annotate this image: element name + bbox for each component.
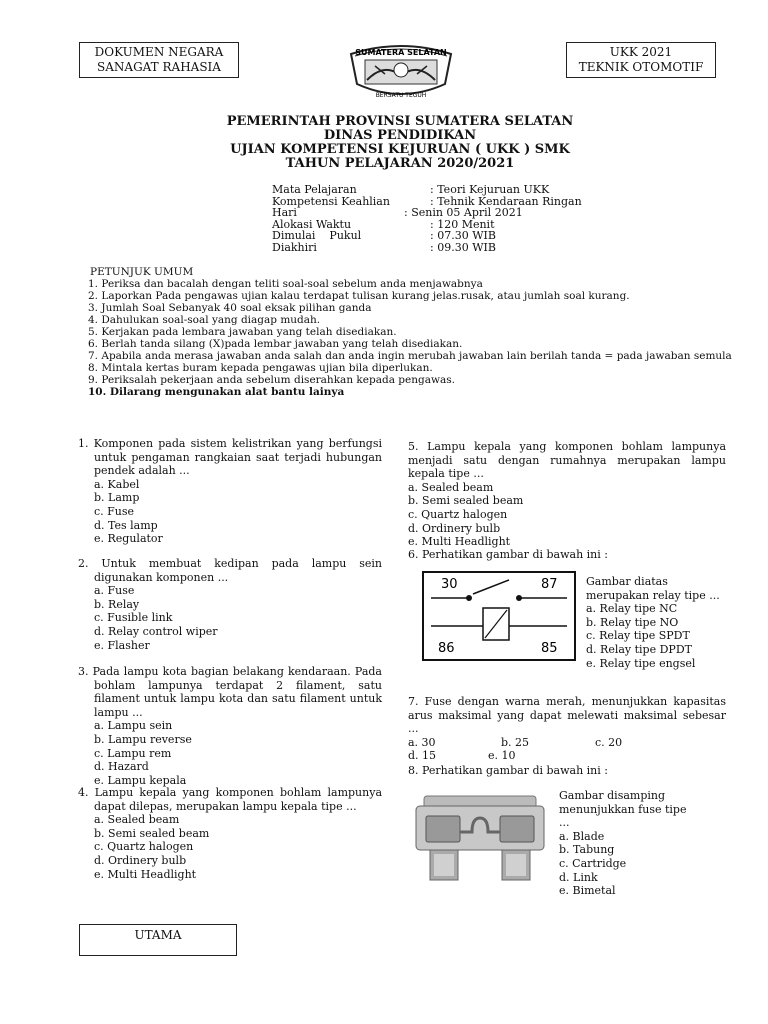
exam-version-label: UTAMA [134, 928, 182, 942]
question-1 [78, 437, 382, 546]
answer-option: a. Fuse [94, 584, 135, 598]
answer-option: c. Cartridge [559, 856, 627, 870]
title-government: PEMERINTAH PROVINSI SUMATERA SELATAN [226, 114, 574, 129]
question-6-stem [408, 548, 726, 562]
question-side-text: Gambar disamping menunjukkan fuse tipe ... [559, 789, 687, 830]
exam-type-box [566, 42, 716, 78]
question-3 [78, 665, 382, 787]
question-stem: 8. Perhatikan gambar di bawah ini : [408, 764, 608, 777]
info-label: Alokasi Waktu [272, 217, 352, 231]
blade-fuse-image [412, 794, 548, 882]
answer-option: c. 20 [595, 735, 623, 749]
instruction-item: 10. Dilarang mengunakan alat bantu lainya [88, 386, 345, 398]
info-label: Mata Pelajaran [272, 183, 357, 196]
exam-info-values [404, 183, 582, 254]
answer-option: d. Hazard [94, 760, 149, 774]
instruction-item: 1. Periksa dan bacalah dengan teliti soal-soal sebelum anda menjawabnya [88, 278, 483, 290]
instruction-item: 5. Kerjakan pada lembara jawaban yang telah disediakan. [88, 326, 397, 338]
answer-option: d. Tes lamp [94, 518, 158, 532]
question-stem: 2. Untuk membuat kedipan pada lampu sein digunakan komponen ... [78, 557, 382, 584]
answer-option: c. Relay tipe SPDT [586, 629, 690, 643]
answer-option: a. Relay tipe NC [586, 602, 678, 616]
title-department: DINAS PENDIDIKAN [323, 128, 477, 143]
answer-option: d. Ordinery bulb [408, 521, 501, 535]
answer-option: e. 10 [488, 749, 516, 763]
question-stem: 6. Perhatikan gambar di bawah ini : [408, 548, 608, 561]
answer-option: a. Sealed beam [94, 813, 180, 827]
answer-option: d. Relay tipe DPDT [586, 642, 692, 656]
instruction-item: 7. Apabila anda merasa jawaban anda salah dan anda ingin merubah jawaban lain berilah tanda = pada jawaban semula [88, 350, 732, 362]
answer-option: c. Quartz halogen [408, 507, 508, 521]
answer-option: e. Regulator [94, 532, 163, 546]
relay-terminal-label: 85 [541, 641, 558, 656]
question-7 [408, 695, 726, 763]
answer-option: a. Lampu sein [94, 719, 173, 733]
answer-option: e. Lampu kepala [94, 773, 187, 787]
logo-motto-text: BERSATU TEGUH [375, 92, 427, 99]
answer-option: b. Relay [94, 597, 140, 611]
answer-option: e. Multi Headlight [94, 867, 197, 881]
answer-option: b. Lampu reverse [94, 732, 192, 746]
info-label: Kompetensi Keahlian [272, 194, 390, 208]
answer-option: a. Kabel [94, 477, 140, 491]
answer-option: e. Relay tipe engsel [586, 656, 696, 670]
question-2 [78, 557, 382, 652]
instruction-item: 6. Berlah tanda silang (X)pada lembar jawaban yang telah disediakan. [88, 338, 463, 350]
answer-option: e. Bimetal [559, 884, 616, 898]
provincial-emblem-logo [345, 40, 457, 102]
answer-option: e. Flasher [94, 638, 150, 652]
relay-diagram [421, 570, 577, 662]
question-stem: 1. Komponen pada sistem kelistrikan yang berfungsi untuk pengaman rangkaian saat terjadi hubungan pendek adalah ... [78, 437, 382, 478]
logo-top-text: SUMATERA SELATAN [355, 48, 447, 57]
exam-info-labels [272, 184, 390, 253]
title-exam: UJIAN KOMPETENSI KEJURUAN ( UKK ) SMK [230, 142, 570, 157]
answer-option: b. Relay tipe NO [586, 615, 679, 629]
question-stem: 5. Lampu kepala yang komponen bohlam lampunya menjadi satu dengan rumahnya merupakan lampu kepala tipe ... [408, 440, 726, 481]
answer-option: c. Lampu rem [94, 746, 172, 760]
answer-option: a. Sealed beam [408, 480, 494, 494]
question-8-stem [408, 764, 726, 778]
info-label: Hari [272, 206, 297, 219]
exam-type-line-2: TEKNIK OTOMOTIF [578, 60, 704, 74]
question-side-text: Gambar diatas merupakan relay tipe ... [586, 575, 720, 602]
info-label: Diakhiri [272, 240, 317, 254]
instruction-item: 4. Dahulukan soal-soal yang diagap mudah. [88, 314, 321, 326]
info-value: : Teori Kejuruan UKK [430, 183, 550, 196]
question-5 [408, 440, 726, 549]
instruction-item: 3. Jumlah Soal Sebanyak 40 soal eksak pilihan ganda [88, 302, 372, 314]
instruction-item: 9. Periksalah pekerjaan anda sebelum diserahkan kepada pengawas. [88, 374, 455, 386]
answer-option: d. Relay control wiper [94, 624, 218, 638]
instruction-item: 8. Mintala kertas buram kepada pengawas ujian bila diperlukan. [88, 362, 433, 374]
answer-option: e. Multi Headlight [408, 535, 511, 549]
relay-terminal-label: 86 [438, 641, 455, 656]
question-stem: 7. Fuse dengan warna merah, menunjukkan kapasitas arus maksimal yang dapat melewati maksimal sebesar ... [408, 695, 726, 736]
exam-type-line-1: UKK 2021 [609, 45, 673, 59]
answer-option: b. Semi sealed beam [94, 826, 210, 840]
question-stem: 3. Pada lampu kota bagian belakang kendaraan. Pada bohlam lampunya terdapat 2 filament, satu filament untuk lampu kota dan satu filament untuk lampu ... [78, 665, 382, 719]
question-stem: 4. Lampu kepala yang komponen bohlam lampunya dapat dilepas, merupakan lampu kepala tipe ... [78, 786, 382, 813]
info-value: : 07.30 WIB [430, 229, 496, 242]
classification-line-1: DOKUMEN NEGARA [94, 45, 224, 59]
answer-option: d. Link [559, 870, 598, 884]
answer-option: a. Blade [559, 829, 605, 843]
general-instructions [88, 266, 732, 398]
question-4 [78, 786, 382, 881]
info-value: : Tehnik Kendaraan Ringan [430, 194, 582, 208]
answer-option: c. Fuse [94, 504, 135, 518]
question-6-options [586, 575, 731, 670]
info-value: : Senin 05 April 2021 [404, 206, 523, 219]
document-classification-box [79, 42, 239, 78]
answer-option: b. Semi sealed beam [408, 494, 524, 508]
document-title-block [0, 115, 768, 171]
info-value: : 120 Menit [430, 217, 495, 231]
answer-option: c. Fusible link [94, 611, 173, 625]
exam-version-box [79, 924, 237, 956]
answer-option: b. Lamp [94, 491, 140, 505]
relay-terminal-label: 87 [541, 577, 558, 592]
info-value: : 09.30 WIB [430, 240, 496, 254]
answer-option: d. 15 [408, 749, 437, 763]
info-label: Dimulai Pukul [272, 229, 362, 242]
title-year: TAHUN PELAJARAN 2020/2021 [285, 156, 515, 171]
instructions-heading: PETUNJUK UMUM [90, 266, 194, 278]
classification-line-2: SANAGAT RAHASIA [97, 60, 221, 74]
answer-option: a. 30 [408, 735, 436, 749]
instruction-item: 2. Laporkan Pada pengawas ujian kalau terdapat tulisan kurang jelas.rusak, atau jumlah soal kurang. [88, 290, 630, 302]
relay-terminal-label: 30 [441, 577, 458, 592]
answer-option: b. Tabung [559, 843, 615, 857]
answer-option: b. 25 [501, 735, 530, 749]
question-8-options [559, 789, 699, 898]
answer-option: c. Quartz halogen [94, 840, 194, 854]
answer-option: d. Ordinery bulb [94, 853, 187, 867]
